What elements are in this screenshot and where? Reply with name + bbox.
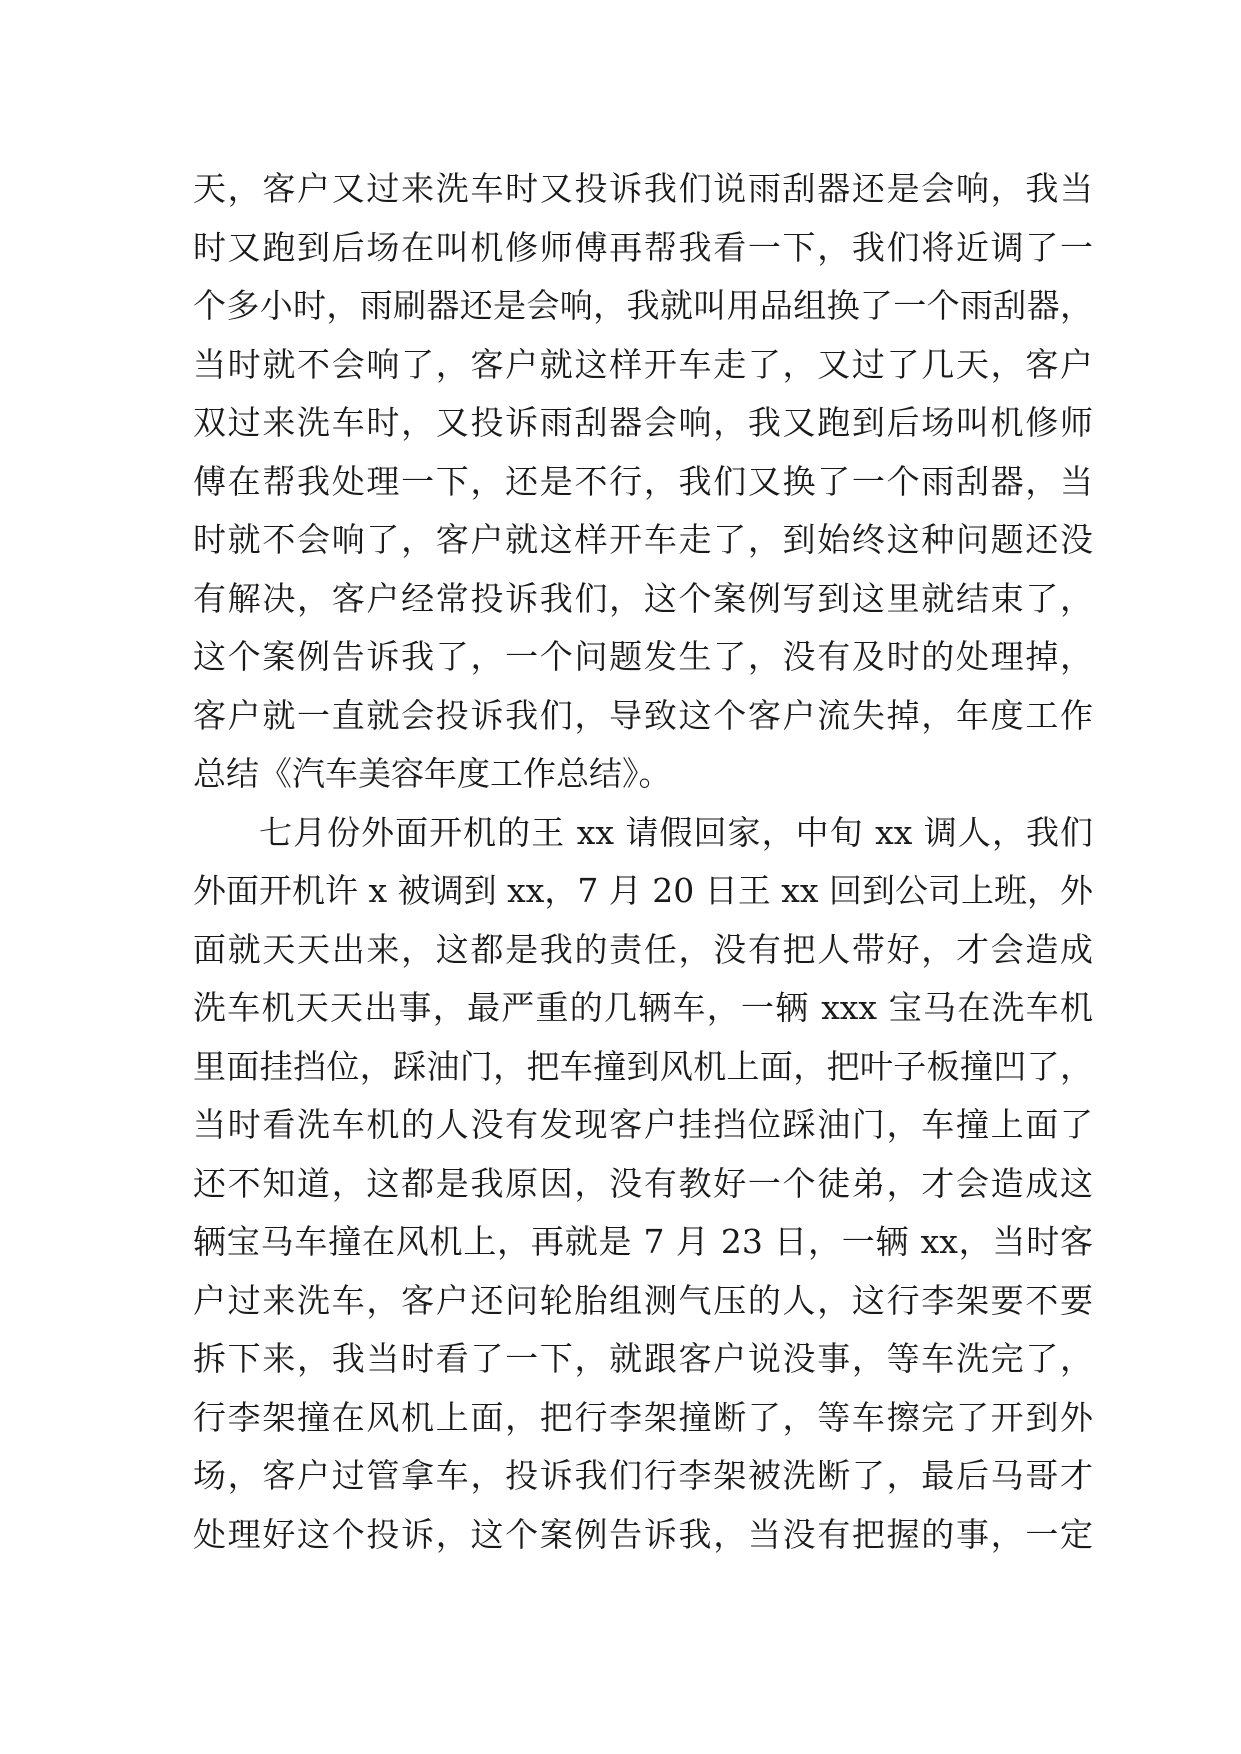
paragraph-1-line-3: 个多小时，雨刷器还是会响，我就叫用品组换了一个雨刮器， (193, 286, 1093, 325)
paragraph-2-line-6: 当时看洗车机的人没有发现客户挂挡位踩油门，车撞上面了 (193, 1105, 1093, 1144)
paragraph-2-line-8: 辆宝马车撞在风机上，再就是 7 月 23 日，一辆 xx，当时客 (193, 1222, 1093, 1261)
paragraph-2-line-11: 行李架撞在风机上面，把行李架撞断了，等车擦完了开到外 (193, 1397, 1093, 1437)
paragraph-2-line-5: 里面挂挡位，踩油门，把车撞到风机上面，把叶子板撞凹了， (193, 1046, 1093, 1086)
paragraph-2-line-12: 场，客户过管拿车，投诉我们行李架被洗断了，最后马哥才 (193, 1456, 1093, 1495)
paragraph-2-line-3: 面就天天出来，这都是我的责任，没有把人带好，才会造成 (193, 929, 1093, 969)
paragraph-2-line-1: 七月份外面开机的王 xx 请假回家，中旬 xx 调人，我们 (259, 812, 1093, 852)
paragraph-2-line-13: 处理好这个投诉，这个案例告诉我，当没有把握的事，一定 (193, 1514, 1093, 1554)
paragraph-2-line-7: 还不知道，这都是我原因，没有教好一个徒弟，才会造成这 (193, 1163, 1093, 1203)
paragraph-1-line-4: 当时就不会响了，客户就这样开车走了，又过了几天，客户 (193, 344, 1093, 384)
paragraph-2-line-2: 外面开机许 x 被调到 xx，7 月 20 日王 xx 回到公司上班，外 (193, 871, 1093, 910)
paragraph-2-line-10: 拆下来，我当时看了一下，就跟客户说没事，等车洗完了， (193, 1339, 1093, 1378)
paragraph-2-line-4: 洗车机天天出事，最严重的几辆车，一辆 xxx 宝马在洗车机 (193, 988, 1093, 1027)
paragraph-2-line-9: 户过来洗车，客户还问轮胎组测气压的人，这行李架要不要 (193, 1280, 1093, 1320)
paragraph-1-line-8: 有解决，客户经常投诉我们，这个案例写到这里就结束了， (193, 578, 1093, 618)
paragraph-1-line-5: 双过来洗车时，又投诉雨刮器会响，我又跑到后场叫机修师 (193, 403, 1093, 442)
paragraph-1-line-7: 时就不会响了，客户就这样开车走了，到始终这种问题还没 (193, 520, 1093, 559)
paragraph-1-line-2: 时又跑到后场在叫机修师傅再帮我看一下，我们将近调了一 (193, 227, 1093, 267)
paragraph-1-line-10: 客户就一直就会投诉我们，导致这个客户流失掉，年度工作 (193, 695, 1093, 735)
paragraph-1-line-6: 傅在帮我处理一下，还是不行，我们又换了一个雨刮器，当 (193, 461, 1093, 501)
document-body (193, 160, 1093, 1564)
paragraph-1-line-11: 总结《汽车美容年度工作总结》。 (193, 754, 672, 793)
paragraph-1-line-9: 这个案例告诉我了，一个问题发生了，没有及时的处理掉， (193, 637, 1093, 676)
paragraph-1-line-1: 天，客户又过来洗车时又投诉我们说雨刮器还是会响，我当 (193, 169, 1093, 208)
